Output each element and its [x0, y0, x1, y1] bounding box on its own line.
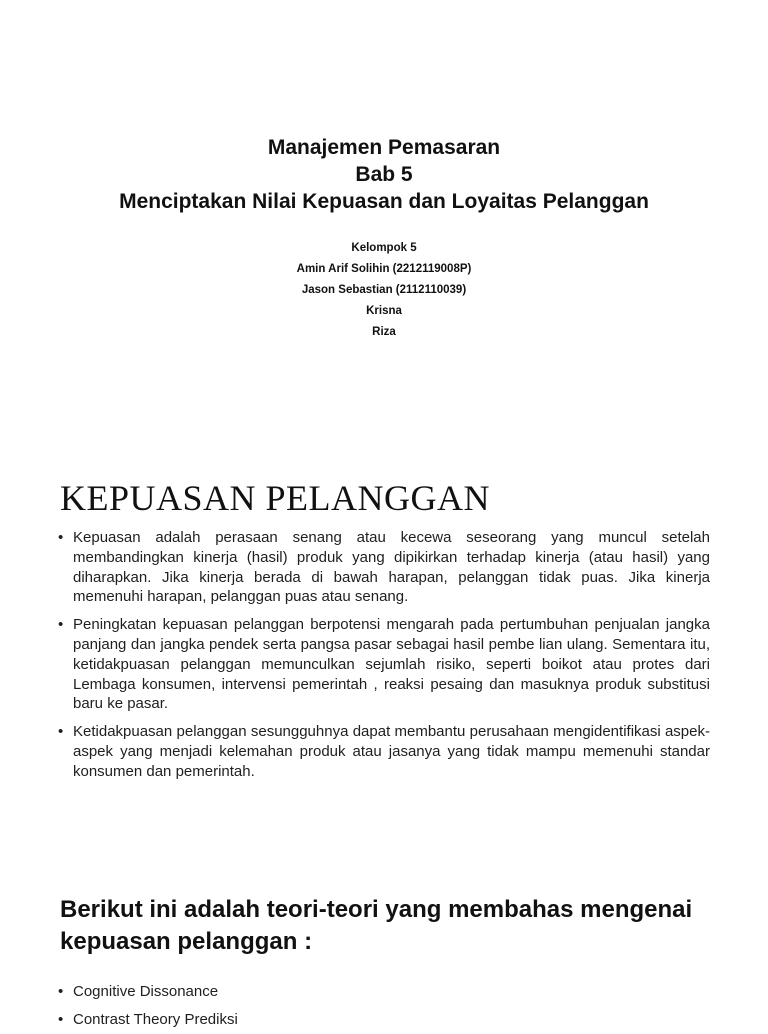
- bullet-text: Kepuasan adalah perasaan senang atau kecewa seseorang yang muncul setelah membandingkan kinerja (hasil) produk yang dipikirkan terhadap kinerja (atau hasil) yang diharapkan. Jika kinerja berada di bawah harapan, pelanggan tidak puas. Jika kinerja memenuhi harapan, pelanggan puas atau senang.: [73, 529, 710, 606]
- member-name: Riza: [372, 326, 396, 338]
- bullet-icon: •: [58, 723, 64, 741]
- theory-item: [58, 978, 238, 1006]
- bullet-item: [58, 615, 710, 714]
- member-name: Jason Sebastian (2112110039): [301, 284, 467, 296]
- bullet-icon: •: [58, 983, 64, 1000]
- bullet-item: [58, 722, 710, 781]
- theory-text: Cognitive Dissonance: [73, 983, 219, 1000]
- title-slide: [0, 0, 768, 440]
- bullet-item: [58, 528, 710, 607]
- theory-item: [58, 1006, 238, 1034]
- bullet-icon: •: [58, 616, 64, 634]
- chapter-title: Menciptakan Nilai Kepuasan dan Loyaitas Pelanggan: [119, 190, 649, 213]
- slide-heading: KEPUASAN PELANGGAN: [60, 478, 491, 518]
- bullet-icon: •: [58, 529, 64, 546]
- member-name: Amin Arif Solihin (2212119008P): [296, 263, 472, 275]
- slide-heading: Berikut ini adalah teori-teori yang membahas mengenai kepuasan pelanggan :: [60, 896, 693, 955]
- bullet-list: [58, 528, 710, 790]
- theory-text: Contrast Theory Prediksi: [73, 1011, 238, 1028]
- course-title: Manajemen Pemasaran: [267, 136, 501, 159]
- theory-list: [58, 978, 238, 1034]
- bullet-text: Peningkatan kepuasan pelanggan berpotensi mengarah pada pertumbuhan penjualan jangka panjang dan jangka pendek serta pangsa pasar sebagai hasil pembe lian ulang. Sementara itu, ketidakpuasan pelanggan memunculkan sejumlah risiko, seperti boikot atau protes dari Lembaga konsumen, intervensi pemerintah , reaksi pesaing dan masuknya produk substitusi baru ke pasar.: [73, 616, 710, 713]
- bullet-icon: •: [58, 1011, 64, 1028]
- bullet-text: Ketidakpuasan pelanggan sesungguhnya dapat membantu perusahaan mengidentifikasi aspek-aspek yang menjadi kelemahan produk atau jasanya yang tidak mampu memenuhi standar konsumen dan pemerintah.: [73, 723, 710, 780]
- content-slide: [0, 440, 768, 860]
- list-slide: [0, 860, 768, 1028]
- presentation-title: [0, 134, 768, 215]
- member-name: Krisna: [366, 305, 402, 317]
- group-name: Kelompok 5: [351, 242, 417, 254]
- group-members: [0, 238, 768, 343]
- chapter-number: Bab 5: [355, 163, 413, 186]
